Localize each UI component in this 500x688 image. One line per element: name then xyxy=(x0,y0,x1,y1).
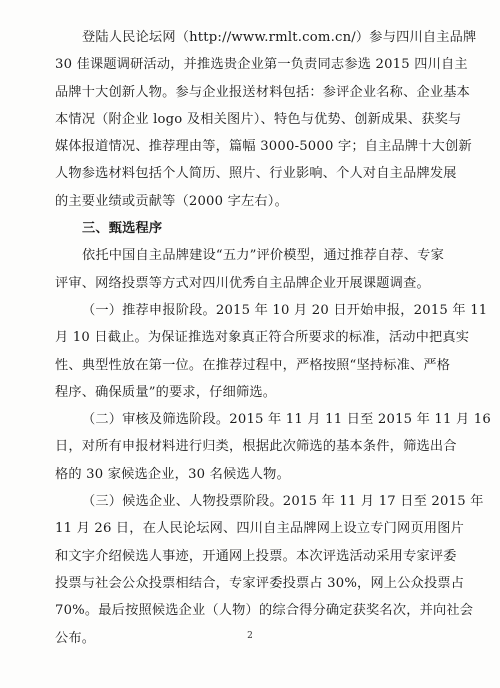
text-line: 登陆人民论坛网（http://www.rmlt.com.cn/）参与四川自主品牌 xyxy=(82,30,477,45)
text-line: 本情况（附企业 logo 及相关图片）、特色与优势、创新成果、获奖与 xyxy=(55,111,462,127)
text-line: （一）推荐申报阶段。2015 年 10 月 20 日开始申报，2015 年 11 xyxy=(82,302,488,318)
text-line: 70%。最后按照候选企业（人物）的综合得分确定获奖名次，并向社会 xyxy=(55,603,474,619)
text-line: （二）审核及筛选阶段。2015 年 11 月 11 日至 2015 年 11 月 16 xyxy=(82,412,491,428)
text-line: 品牌十大创新人物。参与企业报送材料包括：参评企业名称、企业基本 xyxy=(55,84,471,100)
text-line: （三）候选企业、人物投票阶段。2015 年 11 月 17 日至 2015 年 xyxy=(82,494,484,510)
text-line: 格的 30 家候选企业，30 名候选人物。 xyxy=(55,466,290,482)
text-line: 依托中国自主品牌建设“五力”评价模型，通过推荐自荐、专家 xyxy=(82,248,444,264)
text-line: 和文字介绍候选人事迹，开通网上投票。本次评选活动采用专家评委 xyxy=(55,548,457,564)
text-line: 程序、确保质量”的要求，仔细筛选。 xyxy=(55,384,277,400)
text-line: 性、典型性放在第一位。在推荐过程中，严格按照“坚持标准、严格 xyxy=(55,357,451,373)
text-line: 评审、网络投票等方式对四川优秀自主品牌企业开展课题调查。 xyxy=(55,275,430,291)
text-line: 人物参选材料包括个人简历、照片、行业影响、个人对自主品牌发展 xyxy=(55,166,457,182)
page-number: 2 xyxy=(247,631,253,641)
text-line: 月 10 日截止。为保证推选对象真正符合所要求的标准，活动中把真实 xyxy=(55,330,470,346)
text-line: 30 佳课题调研活动，并推选贵企业第一负责同志参选 2015 四川自主 xyxy=(55,57,468,73)
text-line: 媒体报道情况、推荐理由等，篇幅 3000-5000 字；自主品牌十大创新 xyxy=(55,139,472,155)
text-line: 公布。 xyxy=(55,630,96,646)
section-heading: 三、甄选程序 xyxy=(82,221,163,237)
text-line: 的主要业绩或贡献等（2000 字左右）。 xyxy=(55,193,288,209)
text-line: 11 月 26 日，在人民论坛网、四川自主品牌网上设立专门网页用图片 xyxy=(55,521,464,537)
text-line: 日，对所有申报材料进行归类，根据此次筛选的基本条件，筛选出合 xyxy=(55,439,457,455)
document-body xyxy=(55,24,491,652)
text-line: 投票与社会公众投票相结合，专家评委投票占 30%，网上公众投票占 xyxy=(55,575,465,591)
